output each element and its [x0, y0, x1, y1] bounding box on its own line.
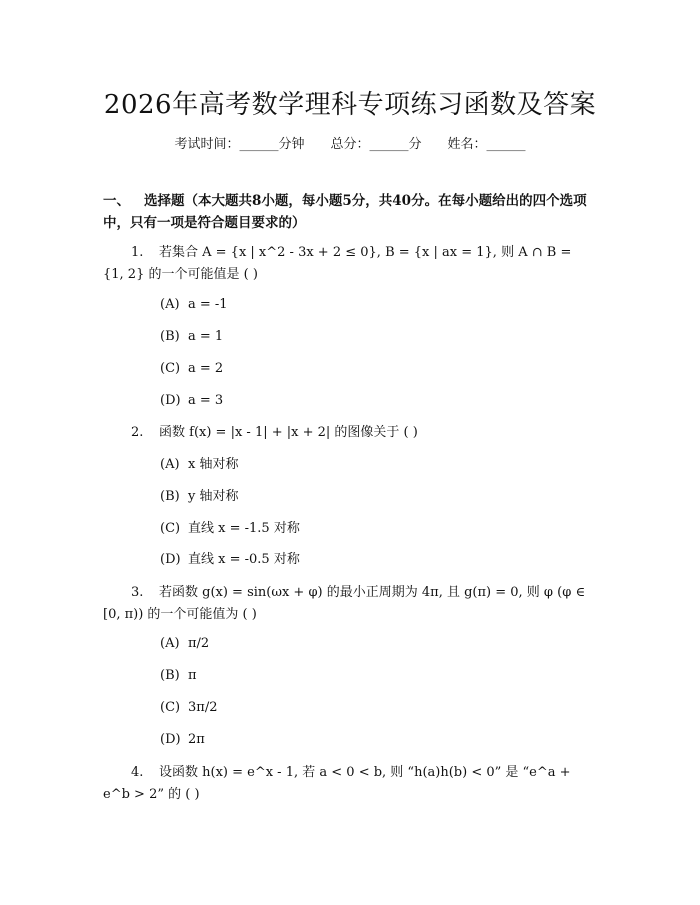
option-label: (B) [160, 489, 180, 504]
option-label: (A) [160, 636, 180, 651]
question-3-option-b [160, 666, 197, 686]
option-text: 2π [188, 732, 205, 747]
option-label: (A) [160, 297, 180, 312]
question-1-option-d [160, 391, 223, 411]
option-text: 3π/2 [188, 700, 218, 715]
question-4 [103, 762, 595, 806]
total-score-field: 总分：______分 [330, 137, 422, 152]
section-heading [103, 190, 593, 234]
exam-info [0, 133, 700, 152]
option-label: (A) [160, 457, 180, 472]
question-text: 若集合 A = {x | x^2 - 3x + 2 ≤ 0}, B = {x | ax = 1}, 则 A ∩ B = {1, 2} 的一个可能值是 ( ) [103, 245, 572, 282]
question-1 [103, 242, 595, 286]
question-number: 3. [131, 585, 144, 600]
option-text: π [188, 668, 197, 683]
section-number: 一、 [103, 193, 130, 209]
question-3-option-c [160, 698, 217, 718]
question-2 [103, 422, 595, 444]
option-text: a = 1 [188, 329, 224, 344]
option-text: 直线 x = -1.5 对称 [188, 521, 300, 536]
question-2-option-c [160, 519, 300, 539]
option-text: y 轴对称 [188, 489, 239, 504]
exam-time-field: 考试时间：______分钟 [174, 137, 305, 152]
question-3-option-a [160, 634, 209, 654]
question-1-option-a [160, 295, 228, 315]
option-text: π/2 [188, 636, 210, 651]
option-text: 直线 x = -0.5 对称 [188, 552, 300, 567]
option-label: (D) [160, 552, 181, 567]
option-text: a = 3 [188, 393, 224, 408]
option-text: x 轴对称 [188, 457, 239, 472]
question-text: 函数 f(x) = |x - 1| + |x + 2| 的图像关于 ( ) [159, 425, 418, 440]
question-1-option-c [160, 359, 223, 379]
question-number: 2. [131, 425, 144, 440]
section-instructions: 选择题（本大题共8小题，每小题5分，共40分。在每小题给出的四个选项中，只有一项是符合题目要求的） [103, 193, 587, 231]
question-text: 设函数 h(x) = e^x - 1, 若 a < 0 < b, 则 “h(a)h(b) < 0” 是 “e^a + e^b > 2” 的 ( ) [103, 765, 571, 802]
option-text: a = -1 [188, 297, 228, 312]
option-text: a = 2 [188, 361, 224, 376]
option-label: (C) [160, 700, 181, 715]
question-text: 若函数 g(x) = sin(ωx + φ) 的最小正周期为 4π, 且 g(π) = 0, 则 φ (φ ∈ [0, π)) 的一个可能值为 ( ) [103, 585, 586, 622]
question-2-option-a [160, 455, 238, 475]
option-label: (D) [160, 393, 181, 408]
question-3 [103, 582, 595, 626]
question-2-option-d [160, 550, 300, 570]
question-2-option-b [160, 487, 238, 507]
option-label: (B) [160, 329, 180, 344]
option-label: (C) [160, 361, 181, 376]
option-label: (C) [160, 521, 181, 536]
student-name-field: 姓名：______ [447, 137, 526, 152]
question-number: 1. [131, 245, 144, 260]
option-label: (D) [160, 732, 181, 747]
question-3-option-d [160, 730, 205, 750]
question-number: 4. [131, 765, 144, 780]
question-1-option-b [160, 327, 223, 347]
option-label: (B) [160, 668, 180, 683]
page-title: 2026年高考数学理科专项练习函数及答案 [103, 90, 597, 120]
